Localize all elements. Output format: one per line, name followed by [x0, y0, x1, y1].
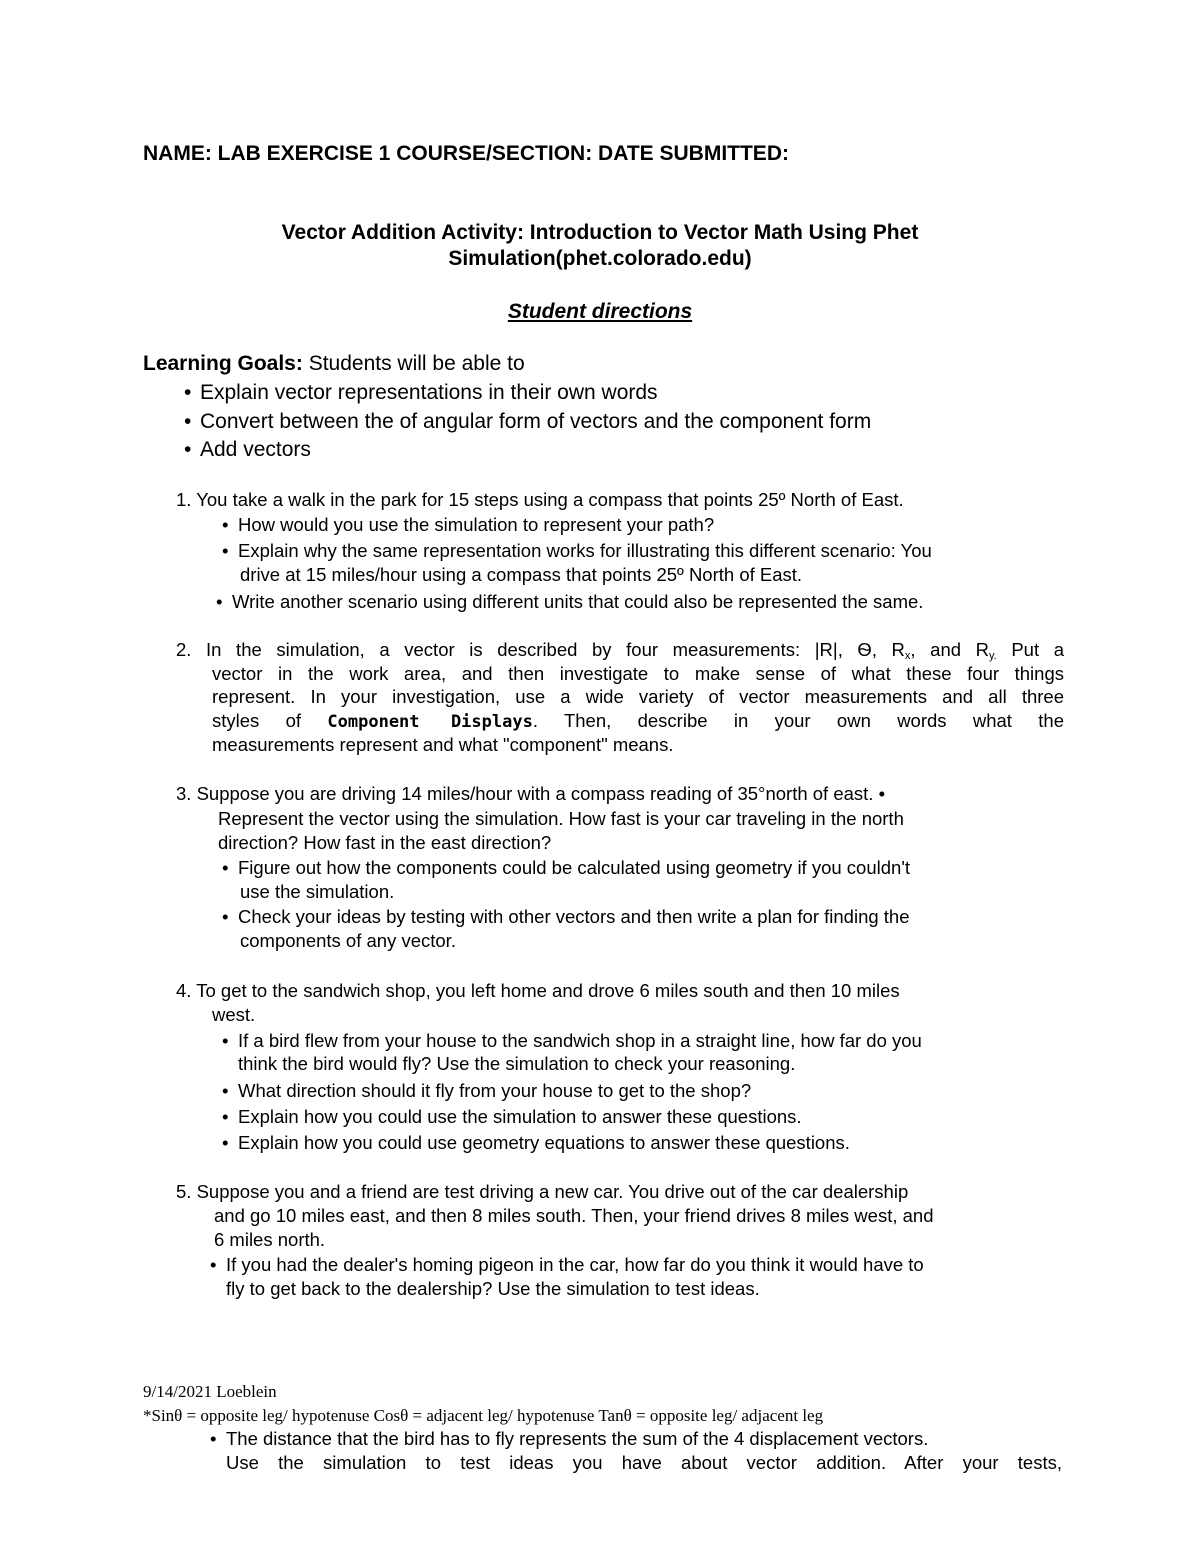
question-4: 4. To get to the sandwich shop, you left home and drove 6 miles south and then 10 miles [176, 980, 900, 1001]
title-line-1: Vector Addition Activity: Introduction to Vector Math Using Phet [281, 221, 919, 244]
learning-goals [143, 352, 525, 376]
q2-text: 2. In the simulation, a vector is described by four measurements: |R|, Ѳ, R [176, 639, 905, 660]
question-2-line-3: represent. In your investigation, use a wide variety of vector measurements and all three [212, 686, 1064, 707]
learning-goals-intro: Students will be able to [308, 352, 525, 375]
question-5: 5. Suppose you and a friend are test driving a new car. You drive out of the car dealership [176, 1181, 909, 1202]
footer-bullet: • The distance that the bird has to fly represents the sum of the 4 displacement vectors. [226, 1428, 928, 1450]
component-displays: Component Displays [327, 712, 533, 732]
question-2-line-2: vector in the work area, and then investigate to make sense of what these four things [212, 663, 1064, 684]
q3-bullet-cont: use the simulation. [240, 881, 395, 902]
question-1: 1. You take a walk in the park for 15 steps using a compass that points 25º North of East. [176, 489, 904, 510]
q1-bullet: • How would you use the simulation to represent your path? [238, 514, 714, 536]
q4-bullet: • What direction should it fly from your house to get to the shop? [238, 1080, 751, 1102]
q4-bullet: • Explain how you could use the simulation to answer these questions. [238, 1106, 802, 1128]
q4-bullet: • If a bird flew from your house to the sandwich shop in a straight line, how far do you [238, 1030, 922, 1052]
name-header: NAME: LAB EXERCISE 1 COURSE/SECTION: DATE SUBMITTED: [143, 142, 789, 165]
q1-bullet: • Write another scenario using different units that could also be represented the same. [232, 591, 923, 613]
question-2-line-4 [212, 710, 1064, 732]
q2-text: . Then, describe in your own words what the [532, 710, 1064, 731]
q3-bullet-cont: components of any vector. [240, 930, 456, 951]
q5-bullet-cont: fly to get back to the dealership? Use the simulation to test ideas. [226, 1278, 760, 1299]
q2-text: Put a [996, 639, 1064, 660]
q4-bullet: • Explain how you could use geometry equations to answer these questions. [238, 1132, 850, 1154]
title-line-2: Simulation(phet.colorado.edu) [448, 247, 752, 270]
question-2-line-5: measurements represent and what "component" means. [212, 734, 674, 755]
q5-bullet: • If you had the dealer's homing pigeon in the car, how far do you think it would have to [226, 1254, 924, 1276]
q2-text: styles of [212, 710, 302, 731]
goal-item: • Add vectors [200, 438, 311, 462]
q1-bullet-cont: drive at 15 miles/hour using a compass that points 25º North of East. [240, 564, 803, 585]
question-5-cont: 6 miles north. [214, 1229, 326, 1250]
footer-date: 9/14/2021 Loeblein [143, 1382, 277, 1401]
question-4-cont: west. [212, 1004, 256, 1025]
q4-bullet-cont: think the bird would fly? Use the simulation to check your reasoning. [238, 1053, 796, 1074]
question-3: 3. Suppose you are driving 14 miles/hour with a compass reading of 35°north of east. • [176, 783, 886, 804]
goal-item: • Explain vector representations in their own words [200, 381, 658, 405]
rx-subscript: x [904, 650, 911, 662]
footer-bullet-cont: Use the simulation to test ideas you have about vector addition. After your tests, [226, 1452, 1062, 1473]
question-3-cont: direction? How fast in the east direction? [218, 832, 552, 853]
q2-text: , and R [910, 639, 989, 660]
learning-goals-label: Learning Goals: [143, 352, 303, 375]
q1-bullet: • Explain why the same representation works for illustrating this different scenario: You [238, 540, 932, 562]
trig-formulas: *Sinθ = opposite leg/ hypotenuse Cosθ = adjacent leg/ hypotenuse Tanθ = opposite leg/ adjacent leg [143, 1406, 824, 1425]
goal-item: • Convert between the of angular form of vectors and the component form [200, 410, 871, 434]
question-2-line-1 [176, 639, 1064, 661]
subtitle: Student directions [507, 300, 693, 323]
q3-bullet: • Figure out how the components could be calculated using geometry if you couldn't [238, 857, 910, 879]
question-5-cont: and go 10 miles east, and then 8 miles south. Then, your friend drives 8 miles west, and [214, 1205, 934, 1226]
ry-subscript: y. [988, 650, 997, 662]
question-3-cont: Represent the vector using the simulation. How fast is your car traveling in the north [218, 808, 904, 829]
q3-bullet: • Check your ideas by testing with other vectors and then write a plan for finding the [238, 906, 910, 928]
